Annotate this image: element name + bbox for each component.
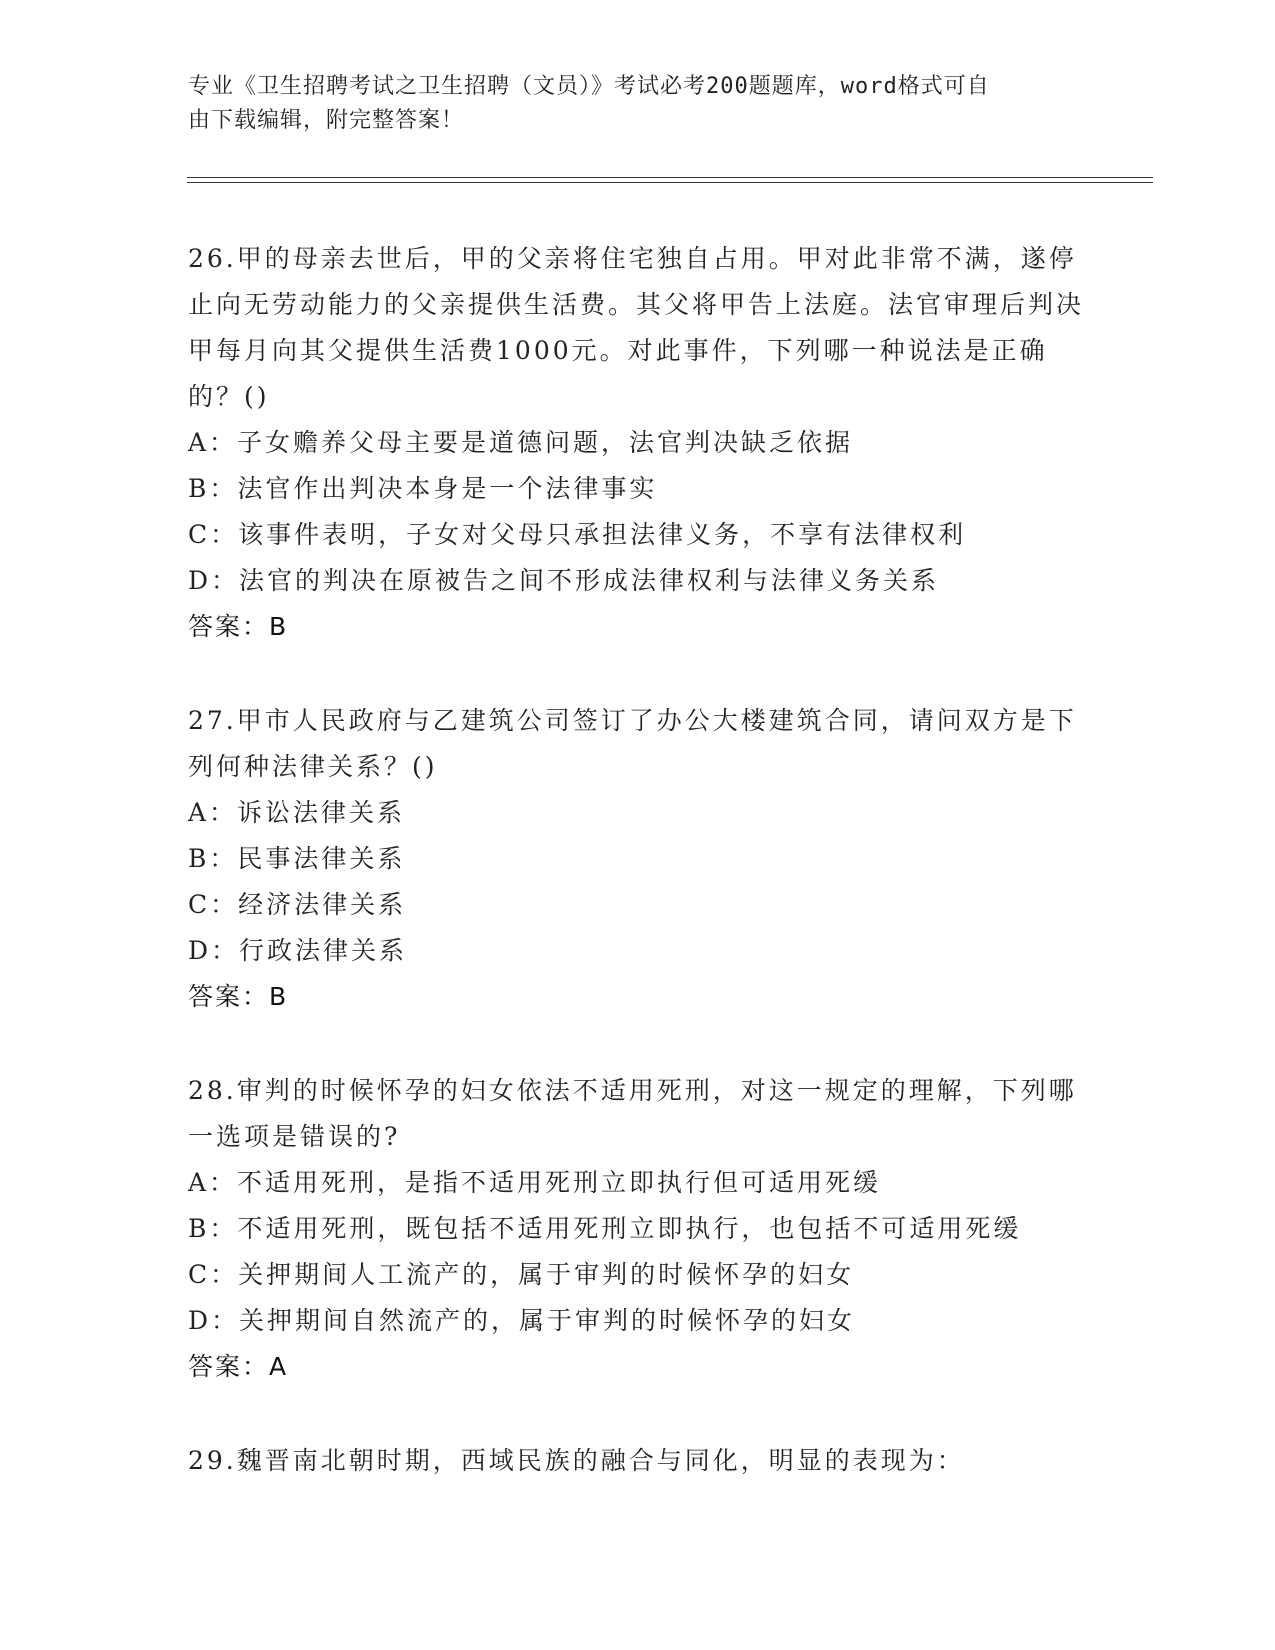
option-b: B：不适用死刑，既包括不适用死刑立即执行，也包括不可适用死缓	[188, 1214, 1022, 1243]
option-a: A：不适用死刑，是指不适用死刑立即执行但可适用死缓	[188, 1168, 882, 1197]
question-spacer	[188, 1390, 1088, 1438]
option-a: A：子女赡养父母主要是道德问题，法官判决缺乏依据	[188, 428, 854, 457]
answer-line: 答案：B	[188, 982, 289, 1011]
question-stem: 28.审判的时候怀孕的妇女依法不适用死刑，对这一规定的理解，下列哪一选项是错误的?	[188, 1076, 1077, 1151]
answer-line: 答案：A	[188, 1352, 289, 1381]
question-list	[188, 236, 1088, 1484]
question-stem: 27.甲市人民政府与乙建筑公司签订了办公大楼建筑合同，请问双方是下列何种法律关系？()	[188, 706, 1077, 781]
option-a: A：诉讼法律关系	[188, 798, 406, 827]
question-28	[188, 1068, 1088, 1390]
document-header	[188, 70, 1068, 138]
header-divider-bottom	[187, 182, 1153, 183]
question-29	[188, 1438, 1088, 1484]
question-spacer	[188, 650, 1088, 698]
option-c: C：经济法律关系	[188, 890, 407, 919]
header-line-1: 专业《卫生招聘考试之卫生招聘（文员）》考试必考200题题库，word格式可自	[188, 74, 990, 99]
option-b: B：民事法律关系	[188, 844, 406, 873]
option-c: C：该事件表明，子女对父母只承担法律义务，不享有法律权利	[188, 520, 967, 549]
option-d: D：行政法律关系	[188, 936, 408, 965]
question-stem: 26.甲的母亲去世后，甲的父亲将住宅独自占用。甲对此非常不满，遂停止向无劳动能力的父亲提供生活费。其父将甲告上法庭。法官审理后判决甲每月向其父提供生活费1000元。对此事件，下列哪一种说法是正确的？()	[188, 244, 1085, 411]
question-stem: 29.魏晋南北朝时期，西域民族的融合与同化，明显的表现为：	[188, 1446, 965, 1475]
answer-line: 答案：B	[188, 612, 289, 641]
option-c: C：关押期间人工流产的，属于审判的时候怀孕的妇女	[188, 1260, 855, 1289]
option-d: D：法官的判决在原被告之间不形成法律权利与法律义务关系	[188, 566, 940, 595]
question-26	[188, 236, 1088, 650]
option-b: B：法官作出判决本身是一个法律事实	[188, 474, 658, 503]
header-divider-top	[187, 177, 1153, 178]
header-line-2: 由下载编辑，附完整答案！	[188, 108, 465, 133]
option-d: D：关押期间自然流产的，属于审判的时候怀孕的妇女	[188, 1306, 856, 1335]
question-27	[188, 698, 1088, 1020]
question-spacer	[188, 1020, 1088, 1068]
